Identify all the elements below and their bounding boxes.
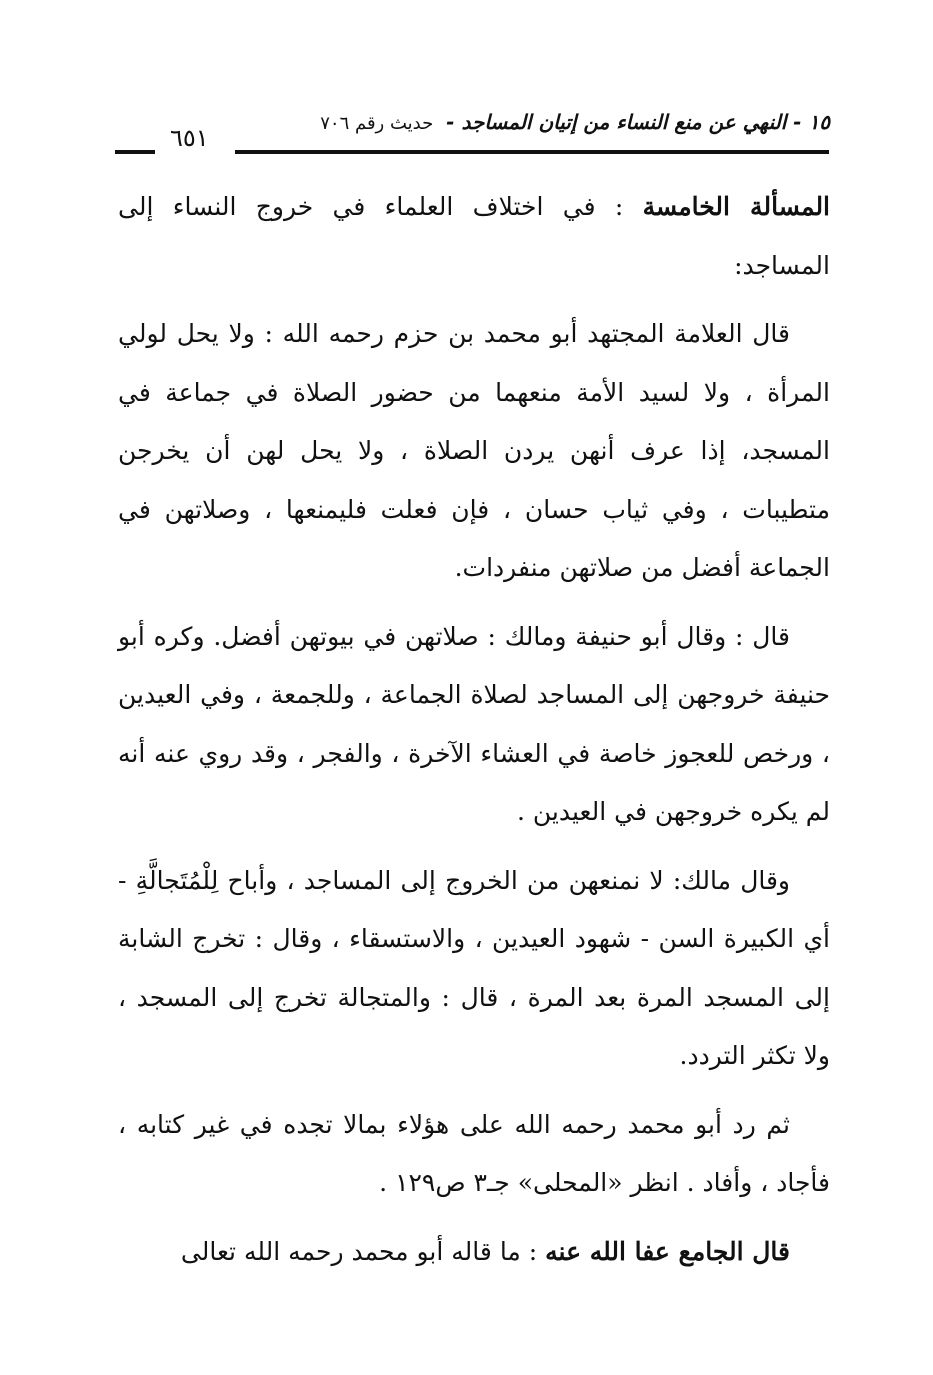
hadith-reference: حديث رقم ٧٠٦ [320, 113, 434, 134]
body-text [118, 178, 830, 1291]
header-rule-long [235, 150, 829, 154]
paragraph-ibn-hazm: قال العلامة المجتهد أبو محمد بن حزم رحمه الله : ولا يحل لولي المرأة ، ولا لسيد الأمة منعهما من حضور الصلاة في جماعة في المسجد، إذا عرف أنهن يردن الصلاة ، ولا يحل لهن أن يخرجن متطيبات ، وفي ثياب حسان ، فإن فعلت فليمنعها ، وصلاتهن في الجماعة أفضل من صلاتهن منفردات. [118, 319, 830, 582]
page-number: ٦٥١ [170, 124, 209, 152]
issue-heading-text: : في اختلاف العلماء في خروج النساء إلى المساجد: [118, 192, 830, 280]
compiler-text: : ما قاله أبو محمد رحمه الله تعالى [180, 1236, 546, 1266]
header-rule-short [115, 150, 155, 154]
chapter-title [320, 110, 830, 134]
chapter-title-text: ١٥ - النهي عن منع النساء من إتيان المساجد - [446, 110, 830, 134]
paragraph-compiler [118, 1223, 830, 1282]
compiler-heading: قال الجامع عفا الله عنه [545, 1236, 790, 1266]
paragraph-abu-hanifa: قال : وقال أبو حنيفة ومالك : صلاتهن في بيوتهن أفضل. وكره أبو حنيفة خروجهن إلى المساجد لصلاة الجماعة ، وللجمعة ، وفي العيدين ، ورخص للعجوز خاصة في العشاء الآخرة ، والفجر ، وقد روي عنه أنه لم يكره خروجهن في العيدين . [118, 621, 830, 826]
paragraph-issue-heading [118, 178, 830, 295]
issue-heading: المسألة الخامسة [642, 192, 831, 221]
paragraph-malik: وقال مالك: لا نمنعهن من الخروج إلى المساجد ، وأباح لِلْمُتَجالَّةِ - أي الكبيرة السن - شهود العيدين ، والاستسقاء ، وقال : تخرج الشابة إلى المسجد المرة بعد المرة ، قال : والمتجالة تخرج إلى المسجد ، ولا تكثر التردد. [118, 865, 830, 1070]
paragraph-refutation: ثم رد أبو محمد رحمه الله على هؤلاء بمالا تجده في غير كتابه ، فأجاد ، وأفاد . انظر «المحلى» جـ٣ ص١٢٩ . [118, 1109, 830, 1197]
